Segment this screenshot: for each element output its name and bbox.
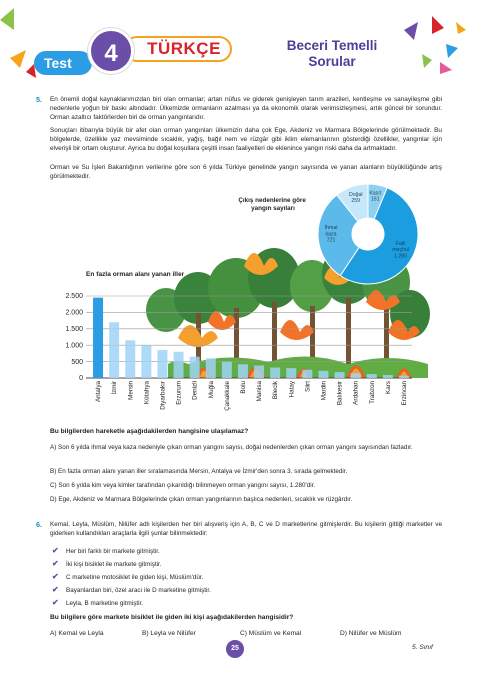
- x-tick-label: Çanakkale: [223, 381, 231, 411]
- question-6-option-d[interactable]: D) Nilüfer ve Müslüm: [340, 630, 402, 637]
- bar: [109, 322, 119, 378]
- bar: [238, 364, 248, 378]
- bar: [286, 368, 296, 378]
- bar: [351, 373, 361, 378]
- question-5-stem: Bu bilgilerden hareketle aşağıdakilerden hangisine ulaşılamaz?: [50, 428, 249, 435]
- pie-slice-label: Doğal 259: [348, 191, 363, 205]
- fact-text: Her biri farklı bir markete gitmiştir.: [66, 548, 160, 555]
- deco-triangle: [404, 22, 418, 40]
- fact-item: [52, 559, 162, 569]
- x-tick-label: Ardahan: [352, 381, 360, 405]
- deco-triangle: [440, 62, 452, 74]
- y-tick-label: 1.000: [65, 342, 83, 350]
- bar: [318, 371, 328, 378]
- x-tick-label: Denizli: [191, 381, 199, 400]
- deco-triangle: [0, 8, 14, 30]
- x-tick-label: Siirt: [304, 381, 312, 392]
- bar: [399, 376, 409, 378]
- question-5-option-b[interactable]: B) En fazla orman alanı yanan iller sıralamasında Mersin, Antalya ve İzmir'den sonra 3. sırada gelmektedir.: [50, 468, 348, 475]
- x-tick-label: Bilecik: [272, 381, 280, 400]
- deco-triangle: [446, 44, 458, 58]
- pie-slice-label: Faili meçhul 1.280: [392, 241, 410, 260]
- test-number: 4: [88, 28, 134, 74]
- question-6-intro: Kemal, Leyla, Müslüm, Nilüfer adlı kişilerden her biri alışveriş için A, B, C ve D marketlerine gitmişlerdir. Bu kişilerin gittiği marketler ve giderken kullandıkları araçlarla ilgili şunlar bilinmektedir:: [50, 521, 442, 538]
- bar-chart-y-ticks: [65, 293, 83, 382]
- bar: [157, 350, 167, 378]
- question-5-option-a[interactable]: A) Son 6 yılda ihmal veya kaza nedeniyle çıkan orman yangını sayısı, doğal nedenlerden çıkan orman yangını sayısından fazladır.: [50, 444, 413, 451]
- pie-slice-label: Kasıt 151: [369, 190, 382, 203]
- header-decoration: [0, 0, 480, 92]
- page-header: [0, 0, 480, 92]
- bar: [93, 298, 103, 378]
- deco-triangle: [456, 22, 466, 34]
- bar: [335, 372, 345, 378]
- checkmark-icon: ✔: [52, 572, 59, 581]
- y-tick-label: 2.000: [65, 309, 83, 317]
- question-6-option-b[interactable]: B) Leyla ve Nilüfer: [142, 630, 196, 637]
- fact-item: [52, 598, 143, 608]
- checkmark-icon: ✔: [52, 598, 59, 607]
- x-tick-label: Muğla: [207, 381, 215, 399]
- fact-text: C marketine motosiklet ile giden kişi, Müslüm'dür.: [66, 574, 204, 581]
- x-tick-label: Antalya: [95, 381, 103, 403]
- bar: [190, 357, 200, 378]
- test-label: Test: [34, 51, 92, 75]
- y-tick-label: 2.500: [65, 293, 83, 301]
- question-5-option-c[interactable]: C) Son 6 yılda kim veya kimler tarafından çıkarıldığı bilinmeyen orman yangını sayısı, 1.280'dir.: [50, 482, 316, 489]
- bar: [222, 362, 232, 378]
- fact-item: [52, 546, 160, 556]
- bar-chart-x-labels: [95, 380, 408, 411]
- bar: [141, 345, 151, 378]
- y-tick-label: 0: [79, 375, 83, 383]
- grade-label: 5. Sınıf: [412, 644, 433, 651]
- question-5-option-d[interactable]: D) Ege, Akdeniz ve Marmara Bölgelerinde çıkan orman yangınlarının başlıca nedenleri, sıcaklık ve rüzgârdır.: [50, 496, 353, 503]
- bar: [302, 370, 312, 378]
- x-tick-label: Diyarbakır: [159, 381, 167, 410]
- x-tick-label: Manisa: [256, 381, 264, 402]
- pie-chart-title: [238, 197, 307, 212]
- checkmark-icon: ✔: [52, 585, 59, 594]
- checkmark-icon: ✔: [52, 559, 59, 568]
- page-number: 25: [226, 640, 244, 658]
- bar: [270, 368, 280, 378]
- chart-figure: [48, 182, 432, 422]
- fact-text: İki kişi bisiklet ile markete gitmiştir.: [66, 561, 162, 568]
- pie-slice-label: İhmal kaza 721: [324, 225, 338, 244]
- deco-triangle: [10, 50, 26, 68]
- bar: [367, 374, 377, 378]
- x-tick-label: Kars: [384, 381, 392, 394]
- question-6-number: 6.: [36, 520, 42, 529]
- question-5-number: 5.: [36, 95, 42, 104]
- x-tick-label: İzmir: [111, 381, 119, 395]
- fact-text: Leyla, B marketine gitmiştir.: [66, 600, 143, 607]
- deco-triangle: [422, 54, 432, 68]
- fact-text: Bayanlardan biri, özel aracı ile D marketine gitmiştir.: [66, 587, 211, 594]
- subject-title: TÜRKÇE: [124, 36, 232, 62]
- question-5-paragraph-2: Sonuçları itibarıyla büyük bir afet olan orman yangınları ülkemizin daha çok Ege, Akdeniz ve Marmara Bölgelerinde görülmektedir. Bu bölgelerde, özellikle yaz mevsiminde sıcaklık, yağış, bağıl nem ve rüzgâr gibi iklim elemanlarının gösterdiği özellikler, yangınlar için elverişli bir ortam oluşturur. Ayrıca bu doğal koşullara çeşitli insan faaliyetleri de eklenince yangın riski daha da artmaktadır.: [50, 127, 442, 153]
- bar: [383, 375, 393, 378]
- x-tick-label: Mardin: [320, 381, 328, 401]
- deco-triangle: [432, 16, 444, 34]
- x-tick-label: Mersin: [127, 381, 135, 400]
- bar: [206, 358, 216, 378]
- x-tick-label: Erzurum: [175, 381, 183, 405]
- section-title: [272, 38, 392, 70]
- question-5-paragraph-1: En önemli doğal kaynaklarımızdan biri olan ormanlar; artan nüfus ve giderek genişleyen tarım arazileri, kentleşme ve sanayileşme gibi nedenlerle yoğun bir baskı altındadır. Ülkemizde ormanların azalması ya da ekonomik olarak verimsizleşmesi, artık güncel bir sorundur. Orman azaltıcı faktörlerden biri de orman yangınlarıdır.: [50, 96, 442, 122]
- bar: [174, 352, 184, 378]
- y-tick-label: 500: [71, 358, 83, 366]
- question-6-option-c[interactable]: C) Müslüm ve Kemal: [240, 630, 302, 637]
- x-tick-label: Kütahya: [143, 381, 151, 405]
- fact-item: [52, 572, 203, 582]
- checkmark-icon: ✔: [52, 546, 59, 555]
- pie-chart-title-line1: Çıkış nedenlerine göre: [238, 197, 306, 204]
- fact-item: [52, 585, 211, 595]
- x-tick-label: Hatay: [288, 381, 296, 398]
- x-tick-label: Balıkesir: [336, 381, 344, 406]
- pie-chart-title-line2: yangın sayıları: [251, 205, 295, 212]
- bar: [125, 340, 135, 378]
- y-tick-label: 1.500: [65, 326, 83, 333]
- bar: [254, 366, 264, 378]
- section-title-line1: Beceri Temelli: [286, 38, 378, 53]
- bar-chart-title: En fazla orman alanı yanan iller: [86, 271, 185, 278]
- question-5-paragraph-3: Orman ve Su İşleri Bakanlığının verilerine göre son 6 yılda Türkiye genelinde yangın sayısında ve yanan alanların büyüklüğünde artış görülmektedir.: [50, 164, 442, 181]
- x-tick-label: Erzincan: [400, 381, 408, 406]
- x-tick-label: Bolu: [239, 381, 247, 394]
- question-6-option-a[interactable]: A) Kemal ve Leyla: [50, 630, 104, 637]
- x-tick-label: Trabzon: [368, 381, 376, 404]
- section-title-line2: Sorular: [308, 54, 356, 69]
- question-6-stem: Bu bilgilere göre markete bisiklet ile giden iki kişi aşağıdakilerden hangisidir?: [50, 614, 294, 621]
